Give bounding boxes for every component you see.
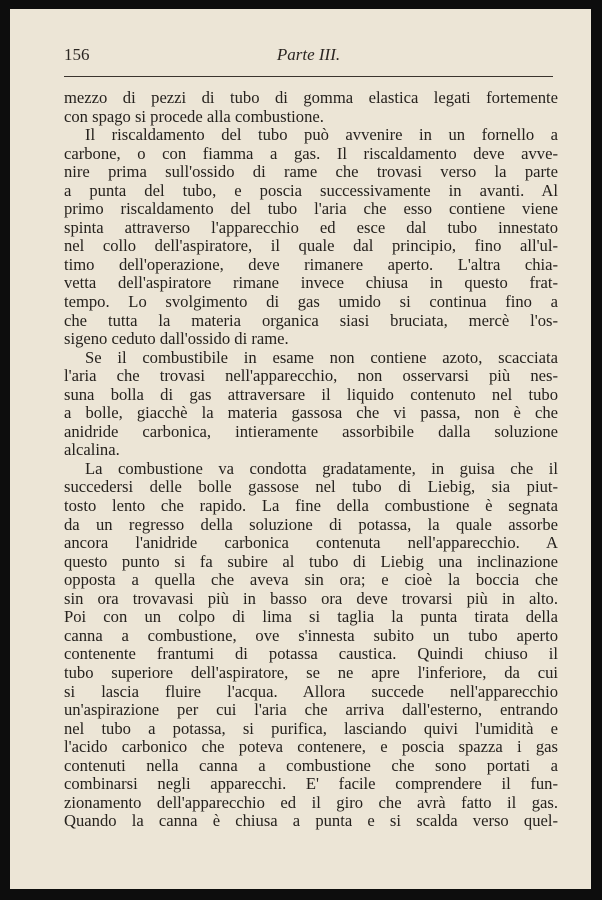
text-line: succedersi delle bolle gassose nel tubo di Liebig, sia piut- (64, 477, 558, 497)
text-line: nire prima sull'ossido di rame che trovasi verso la parte (64, 162, 558, 182)
text-line: Se il combustibile in esame non contiene azoto, scacciata (85, 347, 558, 367)
text-line: contenuti nella canna a combustione che sono portati a (64, 755, 558, 775)
text-line: tosto lento che rapido. La fine della combustione è segnata (64, 496, 558, 516)
text-line: ancora l'anidride carbonica contenuta nell'apparecchio. A (64, 533, 558, 553)
page-number: 156 (64, 45, 90, 64)
body-text (64, 89, 558, 831)
text-line: Il riscaldamento del tubo può avvenire in un fornello a (85, 125, 558, 145)
text-line: con spago si procede alla combustione. (64, 106, 324, 126)
text-line: sigeno ceduto dall'ossido di rame. (64, 329, 289, 349)
text-line: combinarsi negli apparecchi. E' facile comprendere il fun- (64, 774, 558, 794)
text-line: zionamento dell'apparecchio ed il giro che avrà fatto il gas. (64, 792, 558, 812)
text-line: mezzo di pezzi di tubo di gomma elastica legati fortemente (64, 88, 558, 107)
text-line: contenente frantumi di potassa caustica. Quindi chiuso il (64, 644, 558, 664)
text-line: tempo. Lo svolgimento di gas umido si continua fino a (64, 292, 558, 312)
text-line: Quando la canna è chiusa a punta e si scalda verso quel- (64, 811, 558, 831)
text-line: a punta del tubo, e poscia successivamente in avanti. Al (64, 180, 558, 200)
text-line: alcalina. (64, 440, 120, 460)
text-line: un'aspirazione per cui l'aria che arriva dall'esterno, entrando (64, 700, 558, 720)
book-page (10, 9, 591, 889)
text-line: suna bolla di gas attraversare il liquido contenuto nel tubo (64, 384, 558, 404)
text-line: a bolle, giacchè la materia gassosa che vi passa, non è che (64, 403, 558, 423)
text-line: primo riscaldamento del tubo l'aria che esso contiene viene (64, 199, 558, 219)
text-line: nel tubo a potassa, si purifica, lasciando quivi l'umidità e (64, 718, 558, 738)
page-header (64, 45, 553, 69)
text-line: l'aria che trovasi nell'apparecchio, non osservarsi più nes- (64, 366, 558, 386)
text-line: anidride carbonica, intieramente assorbibile dalla soluzione (64, 421, 558, 441)
text-line: timo dell'operazione, deve rimanere aperto. L'altra chia- (64, 254, 558, 274)
text-line: opposta a quella che aveva sin ora; e cioè la boccia che (64, 570, 558, 590)
text-line: vetta dell'aspiratore rimane invece chiusa in questo frat- (64, 273, 558, 293)
text-line: canna a combustione, ove s'innesta subito un tubo aperto (64, 625, 558, 645)
text-line: si lascia fluire l'acqua. Allora succede nell'apparecchio (64, 681, 558, 701)
text-line: carbone, o con fiamma a gas. Il riscaldamento deve avve- (64, 143, 558, 163)
text-line: che tutta la materia organica siasi bruciata, mercè l'os- (64, 310, 558, 330)
running-head: Parte III. (276, 45, 341, 64)
text-line: questo punto si fa subire al tubo di Liebig una inclinazione (64, 551, 558, 571)
text-line: sin ora trovavasi più in basso ora deve trovarsi più in alto. (64, 588, 558, 608)
text-line: tubo superiore dell'aspiratore, se ne apre l'inferiore, da cui (64, 662, 558, 682)
text-line: spinta attraverso l'apparecchio ed esce dal tubo innestato (64, 217, 558, 237)
text-line: da un regresso della soluzione di potassa, la quale assorbe (64, 514, 558, 534)
text-line: l'acido carbonico che poteva contenere, e poscia spazza i gas (64, 737, 558, 757)
text-line: Poi con un colpo di lima si taglia la punta tirata della (64, 607, 558, 627)
text-line: La combustione va condotta gradatamente, in guisa che il (85, 458, 558, 478)
text-line: nel collo dell'aspiratore, il quale dal principio, fino all'ul- (64, 236, 558, 256)
header-rule (64, 76, 553, 77)
